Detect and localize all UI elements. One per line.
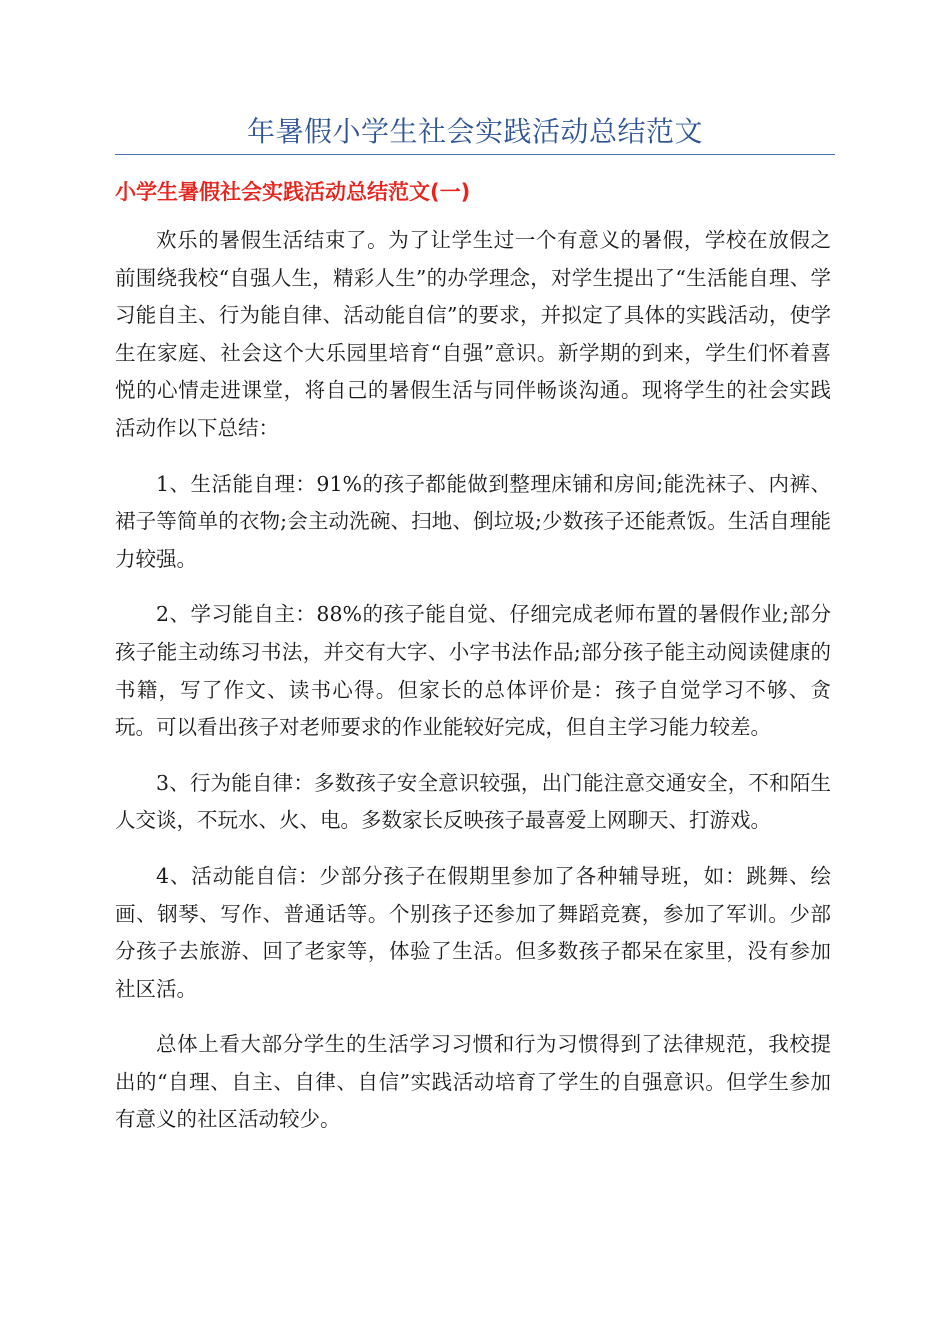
title-divider (115, 154, 835, 155)
paragraph-self-study: 2、学习能自主：88%的孩子能自觉、仔细完成老师布置的暑假作业;部分孩子能主动练习书法，并交有大字、小字书法作品;部分孩子能主动阅读健康的书籍，写了作文、读书心得。但家长的总体评价是：孩子自觉学习不够、贪玩。可以看出孩子对老师要求的作业能较好完成，但自主学习能力较差。 (115, 602, 831, 740)
paragraph-summary: 总体上看大部分学生的生活学习习惯和行为习惯得到了法律规范，我校提出的“自理、自主、自律、自信”实践活动培育了学生的自强意识。但学生参加有意义的社区活动较少。 (115, 1032, 831, 1132)
document-title: 年暑假小学生社会实践活动总结范文 (246, 115, 703, 148)
paragraph-intro: 欢乐的暑假生活结束了。为了让学生过一个有意义的暑假，学校在放假之前围绕我校“自强人生，精彩人生”的办学理念，对学生提出了“生活能自理、学习能自主、行为能自律、活动能自信”的要求，并拟定了具体的实践活动，使学生在家庭、社会这个大乐园里培育“自强”意识。新学期的到来，学生们怀着喜悦的心情走进课堂，将自己的暑假生活与同伴畅谈沟通。现将学生的社会实践活动作以下总结： (115, 228, 831, 440)
paragraph-self-confidence: 4、活动能自信：少部分孩子在假期里参加了各种辅导班，如：跳舞、绘画、钢琴、写作、普通话等。个别孩子还参加了舞蹈竞赛，参加了军训。少部分孩子去旅游、回了老家等，体验了生活。但多数孩子都呆在家里，没有参加社区活。 (115, 863, 831, 1001)
paragraph-self-discipline: 3、行为能自律：多数孩子安全意识较强，出门能注意交通安全，不和陌生人交谈，不玩水、火、电。多数家长反映孩子最喜爱上网聊天、打游戏。 (115, 770, 831, 833)
paragraph-self-care: 1、生活能自理：91%的孩子都能做到整理床铺和房间;能洗袜子、内裤、裙子等简单的衣物;会主动洗碗、扫地、倒垃圾;少数孩子还能煮饭。生活自理能力较强。 (115, 471, 831, 571)
section-heading: 小学生暑假社会实践活动总结范文(一) (115, 180, 471, 204)
body-text (115, 222, 831, 1157)
